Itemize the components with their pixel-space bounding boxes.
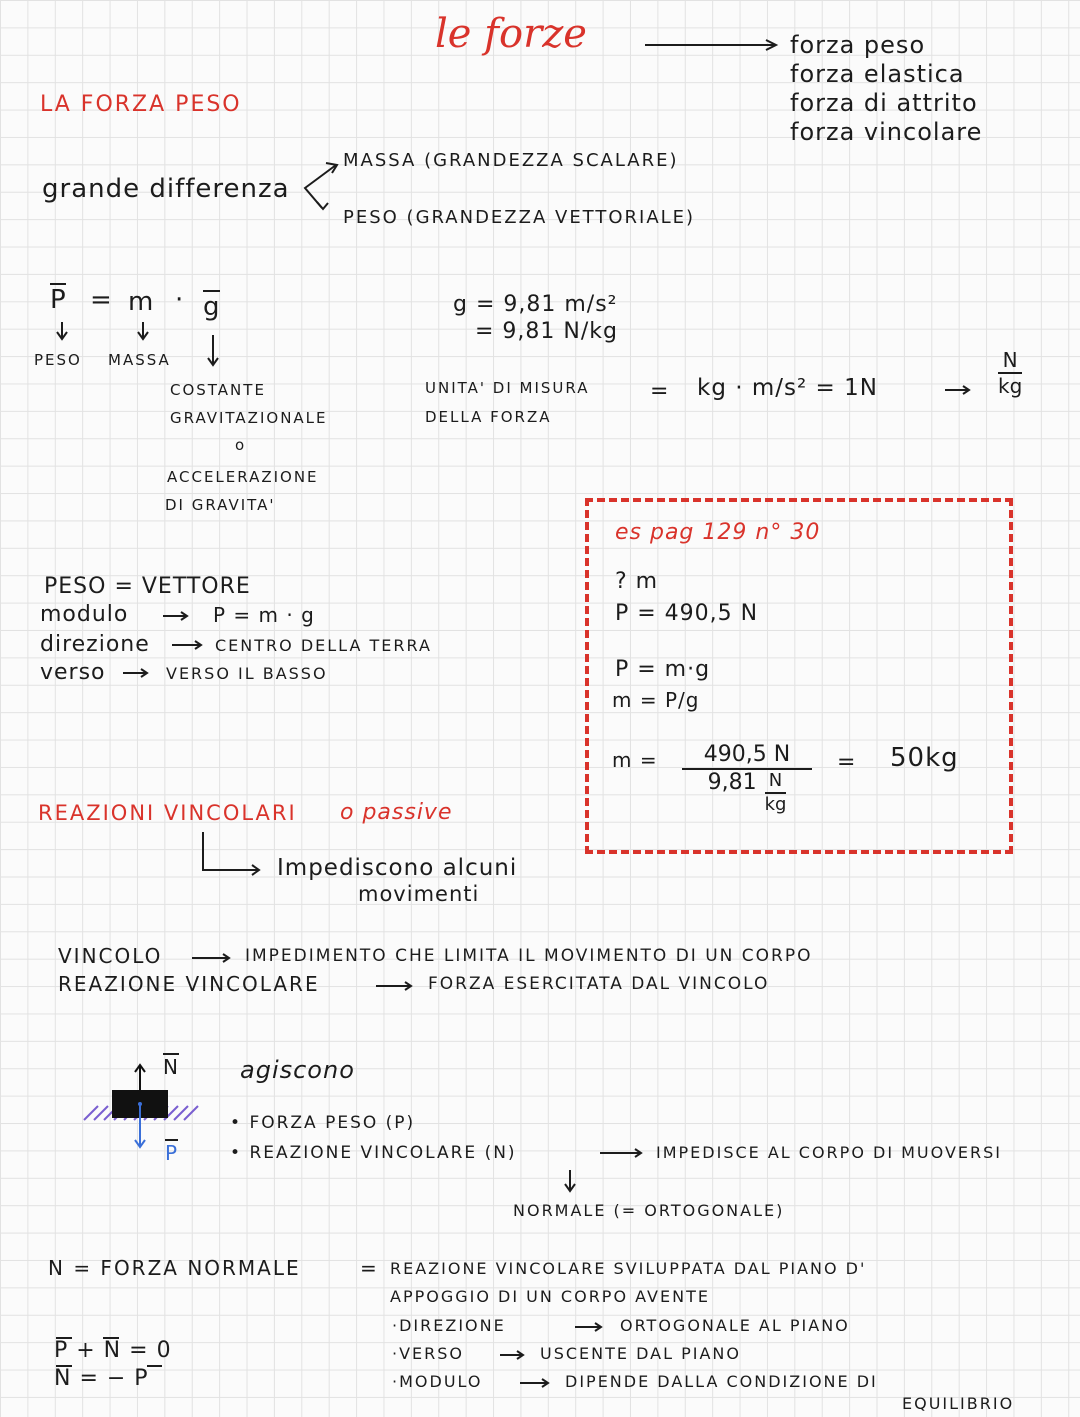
- reazioni-desc-2: movimenti: [358, 882, 480, 906]
- agiscono-bullet-1: • FORZA PESO (P): [230, 1113, 416, 1133]
- down-arrow-icon: [57, 322, 218, 365]
- verso-item: ·VERSO: [392, 1344, 465, 1363]
- neg-equation: N = − P: [54, 1366, 149, 1391]
- formula-dot: ·: [175, 285, 184, 315]
- agiscono-item-2: REAZIONE VINCOLARE (N): [249, 1143, 517, 1163]
- agiscono-item-2-effect: IMPEDISCE AL CORPO DI MUOVERSI: [656, 1143, 1002, 1162]
- block-diagram: [84, 1065, 198, 1147]
- reazioni-desc-1: Impediscono alcuni: [277, 855, 518, 881]
- massa-definition: MASSA (GRANDEZZA SCALARE): [343, 150, 679, 171]
- exercise-formula-2: m = P/g: [612, 688, 700, 712]
- g-value-line2: = 9,81 N/kg: [475, 319, 618, 344]
- arrow-icon: [500, 1323, 601, 1387]
- list-item: forza vincolare: [790, 118, 983, 146]
- normale-note: NORMALE (= ORTOGONALE): [513, 1201, 785, 1220]
- modulo-value: P = m · g: [213, 603, 315, 627]
- list-item: forza peso: [790, 31, 926, 59]
- fraction-numerator: N: [1002, 348, 1018, 372]
- arrow-icon: [192, 954, 411, 990]
- direzione-value: ORTOGONALE AL PIANO: [620, 1316, 850, 1335]
- agiscono-item-1: FORZA PESO (P): [249, 1113, 416, 1133]
- direzione-label: direzione: [40, 632, 150, 657]
- direzione-value: CENTRO DELLA TERRA: [215, 636, 432, 655]
- forza-normale-equals: =: [360, 1256, 378, 1280]
- peso-vettore-title: PESO = VETTORE: [44, 574, 251, 599]
- accelerazione-label-2: DI GRAVITA': [165, 496, 276, 514]
- reazione-vincolare-label: REAZIONE VINCOLARE: [58, 972, 320, 996]
- agiscono-title: agiscono: [240, 1056, 355, 1084]
- fraction-numerator: 490,5 N: [703, 742, 791, 767]
- vector-N: N: [163, 1055, 179, 1079]
- exercise-equals: =: [837, 750, 857, 775]
- list-item: forza elastica: [790, 60, 965, 88]
- bracket-icon: [305, 163, 337, 209]
- section-heading-forza-peso: LA FORZA PESO: [40, 92, 242, 117]
- exercise-m-label: m =: [612, 748, 658, 772]
- direzione-item: ·DIREZIONE: [392, 1316, 506, 1335]
- arrow-icon: [645, 40, 776, 50]
- modulo-value: DIPENDE DALLA CONDIZIONE DI: [565, 1372, 878, 1391]
- vector-bars: [56, 1338, 162, 1366]
- reazione-vincolare-definition: FORZA ESERCITATA DAL VINCOLO: [428, 974, 770, 994]
- equilibrio-text: EQUILIBRIO: [902, 1394, 1015, 1413]
- unita-value: kg · m/s² = 1N: [697, 375, 878, 401]
- arrow-icon: [945, 386, 969, 394]
- costante-label: COSTANTE: [170, 381, 266, 399]
- vincolo-definition: IMPEDIMENTO CHE LIMITA IL MOVIMENTO DI UN CORPO: [245, 946, 813, 966]
- costante-label-2: GRAVITAZIONALE: [170, 409, 328, 427]
- fraction-denominator: kg: [998, 374, 1023, 398]
- l-arrow-icon: [203, 832, 259, 875]
- modulo-label: MODULO: [399, 1372, 483, 1391]
- direzione-label: DIREZIONE: [399, 1316, 506, 1335]
- exercise-unknown: ? m: [615, 569, 659, 594]
- peso-label: PESO: [34, 351, 82, 369]
- massa-label: MASSA: [108, 351, 171, 369]
- reazioni-title: REAZIONI VINCOLARI: [38, 801, 297, 825]
- unita-equals: =: [650, 379, 670, 404]
- exercise-formula-1: P = m·g: [615, 657, 711, 682]
- agiscono-bullet-2: • REAZIONE VINCOLARE (N): [230, 1143, 517, 1163]
- exercise-result: 50kg: [890, 743, 959, 773]
- denominator-value: 9,81: [707, 770, 757, 795]
- arrow-icon: [565, 1149, 641, 1191]
- forza-normale-label: N = FORZA NORMALE: [48, 1256, 301, 1280]
- grande-differenza-label: grande differenza: [42, 174, 290, 204]
- formula-m: m: [128, 287, 154, 317]
- verso-value: USCENTE DAL PIANO: [540, 1344, 741, 1363]
- reazioni-subtitle: o passive: [340, 800, 453, 825]
- sum-equation: P + N = 0: [54, 1338, 172, 1363]
- unit-numerator: N: [768, 770, 783, 791]
- unita-label-1: UNITA' DI MISURA: [425, 379, 590, 397]
- vector-g: g: [203, 292, 220, 322]
- verso-label: VERSO: [399, 1344, 465, 1363]
- vincolo-label: VINCOLO: [58, 944, 163, 968]
- exercise-given: P = 490,5 N: [615, 601, 759, 626]
- vector-P-diagram: P: [165, 1141, 179, 1165]
- or-label: o: [235, 436, 247, 454]
- list-item: forza di attrito: [790, 89, 978, 117]
- arrow-icon: [123, 612, 201, 677]
- unit-denominator: kg: [764, 794, 787, 815]
- accelerazione-label: ACCELERAZIONE: [167, 468, 319, 486]
- unita-label-2: DELLA FORZA: [425, 408, 552, 426]
- page-title: le forze: [435, 11, 587, 57]
- formula-equals: =: [90, 285, 112, 315]
- verso-label: verso: [40, 660, 106, 685]
- peso-definition: PESO (GRANDEZZA VETTORIALE): [343, 207, 696, 228]
- forza-normale-def-2: APPOGGIO DI UN CORPO AVENTE: [390, 1287, 710, 1306]
- forza-normale-def-1: REAZIONE VINCOLARE SVILUPPATA DAL PIANO D': [390, 1259, 867, 1278]
- verso-value: VERSO IL BASSO: [166, 664, 328, 683]
- modulo-label: modulo: [40, 602, 129, 627]
- modulo-item: ·MODULO: [392, 1372, 483, 1391]
- exercise-title: es pag 129 n° 30: [615, 520, 821, 545]
- vector-P: P: [50, 285, 66, 315]
- g-value-line1: g = 9,81 m/s²: [453, 292, 618, 317]
